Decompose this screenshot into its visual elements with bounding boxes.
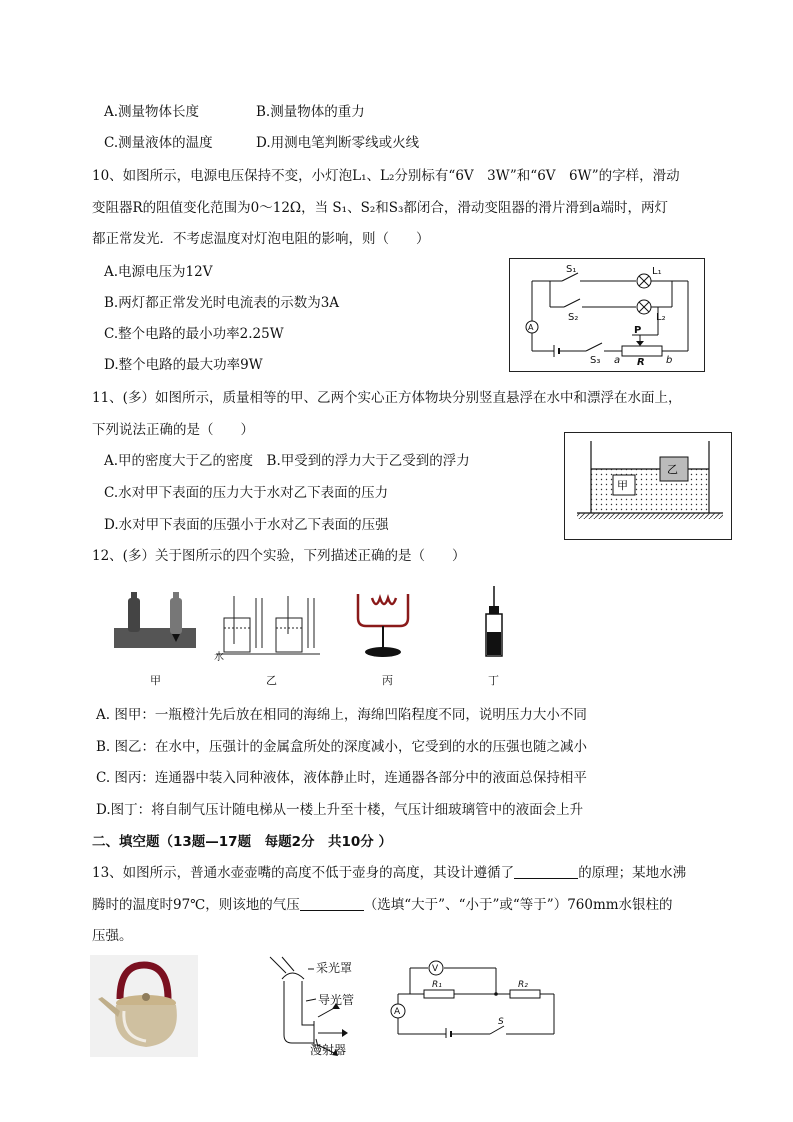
q13-label-cover: 采光罩	[316, 961, 353, 975]
q10-label-s2: S₂	[568, 312, 579, 323]
q13-blank-1[interactable]	[514, 864, 578, 879]
q13-stem-line3: 压强。	[92, 928, 133, 944]
q10-label-s3: S₃	[590, 355, 601, 366]
q10-label-r: R	[637, 357, 645, 368]
q12-stem: 12、(多）关于图所示的四个实验，下列描述正确的是（ ）	[92, 548, 466, 564]
q12-option-b: B. 图乙：在水中，压强计的金属盒所处的深度减小，它受到的水的压强也随之减小	[96, 739, 588, 755]
q11-stem-line2: 下列说法正确的是（ ）	[92, 422, 254, 438]
q12-caption-jia: 甲	[150, 674, 161, 687]
section-2-title: 二、填空题（13题—17题 每题2分 共10分 ）	[92, 834, 392, 850]
q13-line1-b: 的原理；某地水沸	[578, 865, 687, 881]
q10-label-p: P	[634, 325, 642, 336]
q13-blank-2[interactable]	[300, 896, 364, 911]
q10-label-l2: L₂	[656, 312, 666, 323]
q10-stem-line2: 变阻器R的阻值变化范围为0～12Ω，当 S₁、S₂和S₃都闭合，滑动变阻器的滑片滑到a端时，两灯	[92, 200, 668, 216]
q13-stem-line1	[92, 864, 686, 882]
q10-ammeter-label: A	[528, 323, 534, 332]
q9-option-a: A.测量物体长度	[104, 104, 200, 120]
q13-stem-line2	[92, 896, 673, 914]
q10-option-b: B.两灯都正常发光时电流表的示数为3A	[104, 295, 340, 311]
q12-option-c: C. 图丙：连通器中装入同种液体，液体静止时，连通器各部分中的液面总保持相平	[96, 770, 587, 786]
q13-label-s: S	[498, 1017, 504, 1027]
q13-kettle-image	[90, 955, 198, 1057]
q10-option-a: A.电源电压为12V	[104, 264, 213, 280]
q9-option-d: D.用测电笔判断零线或火线	[256, 135, 420, 151]
q10-option-d: D.整个电路的最大功率9W	[104, 357, 263, 373]
q11-option-ab: A.甲的密度大于乙的密度 B.甲受到的浮力大于乙受到的浮力	[104, 453, 470, 469]
q12-water-label: 水	[214, 652, 224, 663]
q11-container-figure	[564, 432, 732, 540]
q13-light-pipe-figure	[262, 955, 392, 1057]
q12-figure-ding	[476, 584, 512, 660]
q9-option-b: B.测量物体的重力	[256, 104, 365, 120]
q13-line2-a: 腾时的温度时97℃，则该地的气压	[92, 897, 300, 913]
q9-option-c: C.测量液体的温度	[104, 135, 213, 151]
q13-label-r2: R₂	[518, 980, 528, 990]
q11-label-jia: 甲	[617, 479, 628, 492]
q10-label-a: a	[614, 355, 621, 366]
q13-ammeter-label: A	[394, 1007, 401, 1017]
q10-circuit-figure	[509, 258, 705, 372]
q13-line1-a: 13、如图所示，普通水壶壶嘴的高度不低于壶身的高度，其设计遵循了	[92, 865, 515, 881]
q12-caption-yi: 乙	[266, 674, 277, 687]
q12-caption-ding: 丁	[488, 674, 499, 687]
q10-label-s1: S₁	[566, 264, 577, 275]
q10-label-l1: L₁	[652, 266, 662, 277]
q10-stem-line3: 都正常发光．不考虑温度对灯泡电阻的影响，则（ ）	[92, 231, 430, 247]
q12-figure-bing	[350, 590, 416, 660]
q13-label-diffuser: 漫射器	[310, 1043, 347, 1057]
q10-option-c: C.整个电路的最小功率2.25W	[104, 326, 284, 342]
q12-figure-yi	[212, 588, 324, 664]
q12-caption-bing: 丙	[382, 674, 393, 687]
q10-stem-line1: 10、如图所示，电源电压保持不变，小灯泡L₁、L₂分别标有“6V 3W”和“6V 6W”的字样，滑动	[92, 168, 680, 184]
q11-stem-line1: 11、(多）如图所示，质量相等的甲、乙两个实心正方体物块分别竖直悬浮在水中和漂浮在水面上，	[92, 390, 682, 406]
q13-line2-b: （选填“大于”、“小于”或“等于”）760mm水银柱的	[363, 897, 673, 913]
q12-option-a: A. 图甲：一瓶橙汁先后放在相同的海绵上，海绵凹陷程度不同，说明压力大小不同	[96, 707, 587, 723]
q11-option-d: D.水对甲下表面的压强小于水对乙下表面的压强	[104, 517, 389, 533]
q12-option-d: D.图丁：将自制气压计随电梯从一楼上升至十楼，气压计细玻璃管中的液面会上升	[96, 802, 584, 818]
q13-voltmeter-label: V	[432, 964, 439, 974]
q13-label-r1: R₁	[432, 980, 442, 990]
q13-circuit-figure	[386, 958, 562, 1038]
q11-option-c: C.水对甲下表面的压力大于水对乙下表面的压力	[104, 485, 389, 501]
q12-figure-jia	[110, 588, 200, 660]
q13-label-tube: 导光管	[318, 993, 355, 1007]
q10-label-b: b	[666, 355, 673, 366]
q11-label-yi: 乙	[667, 463, 678, 476]
